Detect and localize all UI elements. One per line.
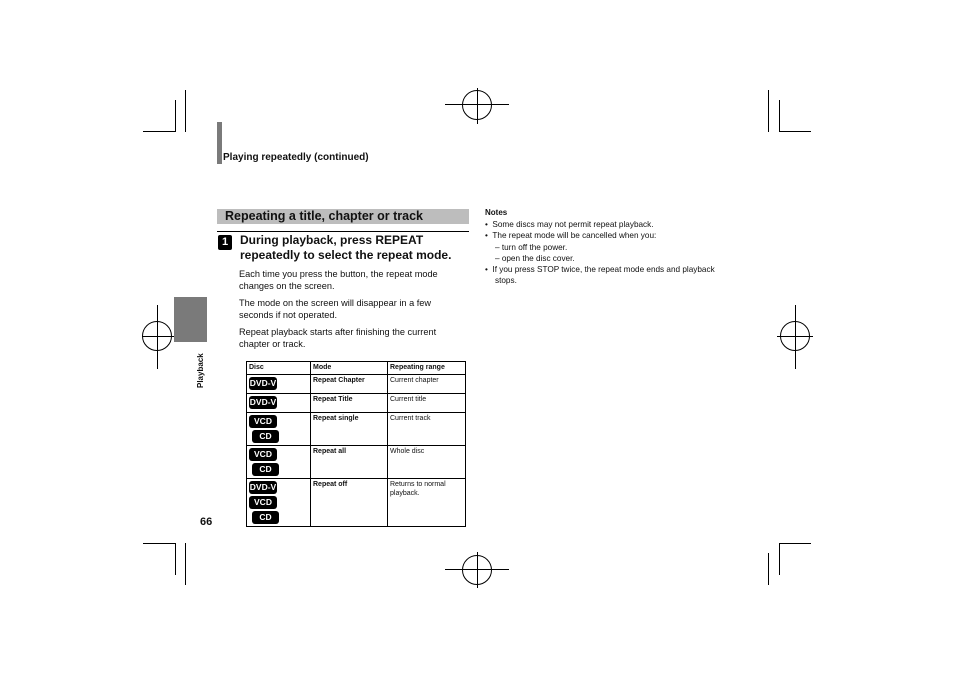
dvd-video-badge: DVD-V <box>249 482 277 492</box>
repeat-mode-table <box>246 361 466 527</box>
header-marker-bar <box>217 122 222 164</box>
disc-cell <box>247 394 311 413</box>
notes-list <box>485 219 725 287</box>
mode-cell: Repeat Chapter <box>311 375 388 394</box>
table-header-row <box>247 362 466 375</box>
vcd-badge: VCD <box>249 448 277 461</box>
note-subitem: – open the disc cover. <box>495 253 575 263</box>
crop-mark <box>185 90 186 132</box>
disc-cell <box>247 375 311 394</box>
range-cell: Current chapter <box>388 375 466 394</box>
table-header-cell: Repeating range <box>388 362 466 375</box>
vcd-badge: VCD <box>249 415 277 428</box>
table-row <box>247 479 466 527</box>
crop-mark <box>768 553 769 585</box>
crop-mark <box>768 90 769 132</box>
section-title: Repeating a title, chapter or track <box>225 209 423 223</box>
dvd-video-badge: DVD-V <box>249 378 277 388</box>
side-tab-label: Playback <box>196 353 205 388</box>
divider <box>217 231 469 232</box>
note-item: • The repeat mode will be cancelled when you: <box>485 231 657 241</box>
cd-badge: CD <box>252 463 279 476</box>
table-header-cell: Disc <box>247 362 311 375</box>
crop-mark <box>779 131 811 132</box>
page-section-header: Playing repeatedly (continued) <box>223 152 369 163</box>
mode-cell: Repeat Title <box>311 394 388 413</box>
mode-cell: Repeat all <box>311 446 388 479</box>
table-row <box>247 446 466 479</box>
vcd-badge: VCD <box>249 496 277 509</box>
crop-mark <box>143 543 175 544</box>
side-tab <box>174 297 207 342</box>
mode-cell: Repeat off <box>311 479 388 527</box>
mode-cell: Repeat single <box>311 413 388 446</box>
range-cell: Whole disc <box>388 446 466 479</box>
note-text: The repeat mode will be cancelled when you: <box>492 231 657 241</box>
step-heading: During playback, press REPEAT repeatedly to select the repeat mode. <box>240 233 452 262</box>
crop-mark <box>185 543 186 585</box>
crop-mark <box>779 543 780 575</box>
range-cell: Current title <box>388 394 466 413</box>
paragraph: Repeat playback starts after finishing the current chapter or track. <box>239 327 437 349</box>
note-subitem: – turn off the power. <box>495 242 568 252</box>
note-item: • Some discs may not permit repeat playback. <box>485 220 654 229</box>
notes-title: Notes <box>485 208 508 217</box>
crop-mark <box>175 100 176 132</box>
note-item: • If you press STOP twice, the repeat mode ends and playback stops. <box>485 265 715 286</box>
cd-badge: CD <box>252 430 279 443</box>
disc-cell <box>247 479 311 527</box>
crop-mark <box>175 543 176 575</box>
disc-cell <box>247 446 311 479</box>
step-number: 1 <box>218 235 232 250</box>
paragraph: The mode on the screen will disappear in a few seconds if not operated. <box>239 298 432 320</box>
page-number: 66 <box>200 516 213 528</box>
paragraph: Each time you press the button, the repeat mode changes on the screen. <box>239 269 438 291</box>
crop-mark <box>779 543 811 544</box>
cd-badge: CD <box>252 511 279 524</box>
table-header-cell: Mode <box>311 362 388 375</box>
dvd-video-badge: DVD-V <box>249 397 277 407</box>
note-text: If you press STOP twice, the repeat mode ends and playback stops. <box>492 265 715 286</box>
range-cell: Current track <box>388 413 466 446</box>
note-text: Some discs may not permit repeat playback. <box>492 220 654 229</box>
table-row <box>247 413 466 446</box>
table-row <box>247 394 466 413</box>
table-row <box>247 375 466 394</box>
disc-cell <box>247 413 311 446</box>
range-cell: Returns to normal playback. <box>388 479 466 527</box>
crop-mark <box>779 100 780 132</box>
crop-mark <box>143 131 175 132</box>
